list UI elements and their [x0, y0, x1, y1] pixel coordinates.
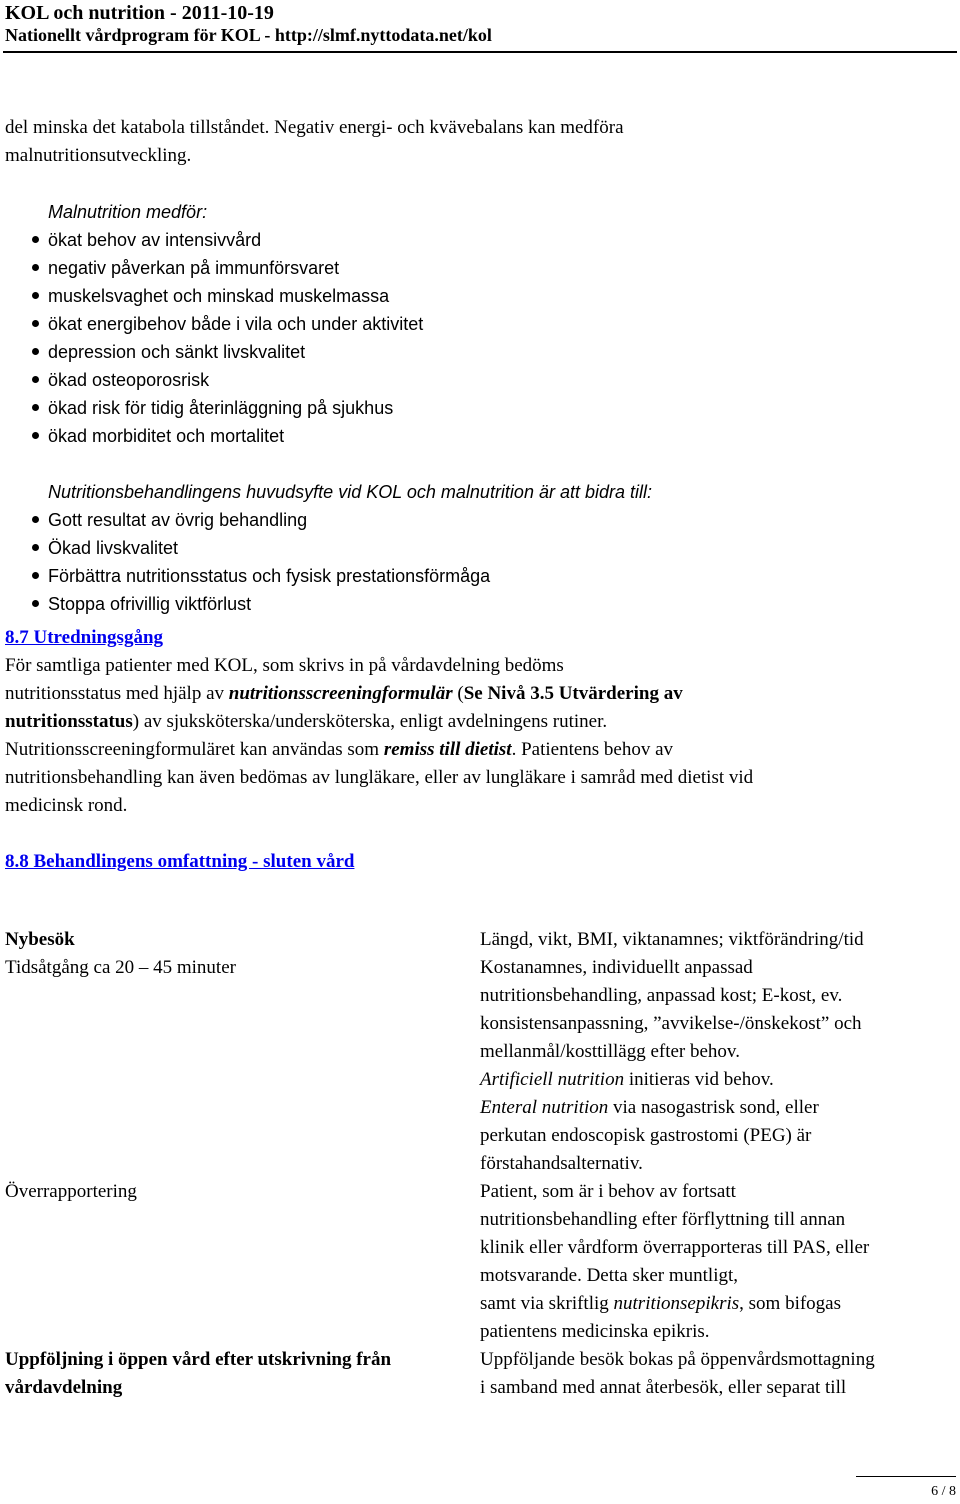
list-item: ökat energibehov både i vila och under aktivitet: [48, 310, 955, 338]
purpose-list-title: Nutritionsbehandlingens huvudsyfte vid KOL och malnutrition är att bidra till:: [48, 482, 653, 502]
page-header: [5, 0, 955, 46]
malnutrition-list-title: Malnutrition medför:: [48, 202, 208, 222]
cell-line: Enteral nutrition via nasogastrisk sond, eller: [480, 1097, 819, 1118]
cell-line: förstahandsalternativ.: [480, 1153, 643, 1174]
list-item: depression och sänkt livskvalitet: [48, 338, 955, 366]
cell-line: Kostanamnes, individuellt anpassad: [480, 957, 753, 978]
cell-line: Artificiell nutrition initieras vid behov.: [480, 1069, 774, 1090]
table-row: [5, 1346, 955, 1402]
cell-line: patientens medicinska epikris.: [480, 1321, 710, 1342]
cell-line: perkutan endoscopisk gastrostomi (PEG) är: [480, 1125, 812, 1146]
row-subtitle-time: Tidsåtgång ca 20 – 45 minuter: [5, 957, 236, 978]
list-item: Förbättra nutritionsstatus och fysisk prestationsförmåga: [48, 562, 955, 590]
cell-line: Uppföljande besök bokas på öppenvårdsmottagning: [480, 1349, 875, 1370]
row-title-uppfoljning: Uppföljning i öppen vård efter utskrivning från: [5, 1349, 392, 1370]
treatment-scope-table: [5, 926, 955, 1402]
main-content: [5, 114, 955, 876]
section-8-7-line-3: nutritionsstatus) av sjuksköterska/undersköterska, enligt avdelningens rutiner.: [5, 711, 608, 732]
section-8-7-line-6: medicinsk rond.: [5, 795, 128, 816]
list-item: Stoppa ofrivillig viktförlust: [48, 590, 955, 618]
list-item: Gott resultat av övrig behandling: [48, 506, 955, 534]
section-8-7-line-4: Nutritionsscreeningformuläret kan användas som remiss till dietist. Patientens behov av: [5, 739, 674, 760]
cell-line: klinik eller vårdform överrapporteras till PAS, eller: [480, 1237, 870, 1258]
intro-line-1: del minska det katabola tillståndet. Negativ energi- och kvävebalans kan medföra: [5, 117, 624, 138]
section-8-8-heading-link[interactable]: 8.8 Behandlingens omfattning - sluten vård: [5, 851, 355, 872]
see-level-reference: Se Nivå 3.5 Utvärdering av: [463, 683, 683, 704]
section-8-7-line-5: nutritionsbehandling kan även bedömas av lungläkare, eller av lungläkare i samråd med dietist vid: [5, 767, 754, 788]
list-item: ökad osteoporosrisk: [48, 366, 955, 394]
row-title-nybesok: Nybesök: [5, 929, 75, 950]
row-title-uppfoljning-cont: vårdavdelning: [5, 1377, 123, 1398]
list-item: negativ påverkan på immunförsvaret: [48, 254, 955, 282]
cell-line: konsistensanpassning, ”avvikelse-/önskekost” och: [480, 1013, 862, 1034]
list-item: ökad morbiditet och mortalitet: [48, 422, 955, 450]
list-item: ökad risk för tidig återinläggning på sjukhus: [48, 394, 955, 422]
table-row: [5, 926, 955, 1178]
footer-divider: [856, 1476, 956, 1477]
page-number: 6 / 8: [931, 1484, 956, 1499]
malnutrition-list-block: [48, 198, 955, 618]
row-title-overrapportering: Överrapportering: [5, 1181, 137, 1202]
cell-line: motsvarande. Detta sker muntligt,: [480, 1265, 739, 1286]
table-row: [5, 1178, 955, 1346]
cell-line: nutritionsbehandling efter förflyttning till annan: [480, 1209, 846, 1230]
cell-line: nutritionsbehandling, anpassad kost; E-kost, ev.: [480, 985, 843, 1006]
list-item: ökat behov av intensivvård: [48, 226, 955, 254]
referral-term: remiss till dietist: [383, 739, 512, 760]
document-subtitle: Nationellt vårdprogram för KOL - http://slmf.nyttodata.net/kol: [5, 25, 492, 45]
cell-line: Längd, vikt, BMI, viktanamnes; viktförändring/tid: [480, 929, 864, 950]
cell-line: Patient, som är i behov av fortsatt: [480, 1181, 736, 1202]
list-item: muskelsvaghet och minskad muskelmassa: [48, 282, 955, 310]
list-item: Ökad livskvalitet: [48, 534, 955, 562]
cell-line: i samband med annat återbesök, eller separat till: [480, 1377, 847, 1398]
section-8-7-line-1: För samtliga patienter med KOL, som skrivs in på vårdavdelning bedöms: [5, 655, 564, 676]
purpose-list: [48, 506, 955, 618]
screening-form-term: nutritionsscreeningformulär: [228, 683, 453, 704]
section-8-7-heading-link[interactable]: 8.7 Utredningsgång: [5, 627, 164, 648]
header-divider: [3, 51, 957, 53]
intro-line-2: malnutritionsutveckling.: [5, 145, 192, 166]
cell-line: samt via skriftlig nutritionsepikris, som bifogas: [480, 1293, 841, 1314]
section-8-7-line-2: nutritionsstatus med hjälp av nutritionsscreeningformulär (Se Nivå 3.5 Utvärdering av: [5, 683, 683, 704]
malnutrition-list: [48, 226, 955, 450]
cell-line: mellanmål/kosttillägg efter behov.: [480, 1041, 740, 1062]
document-title: KOL och nutrition - 2011-10-19: [5, 2, 274, 24]
